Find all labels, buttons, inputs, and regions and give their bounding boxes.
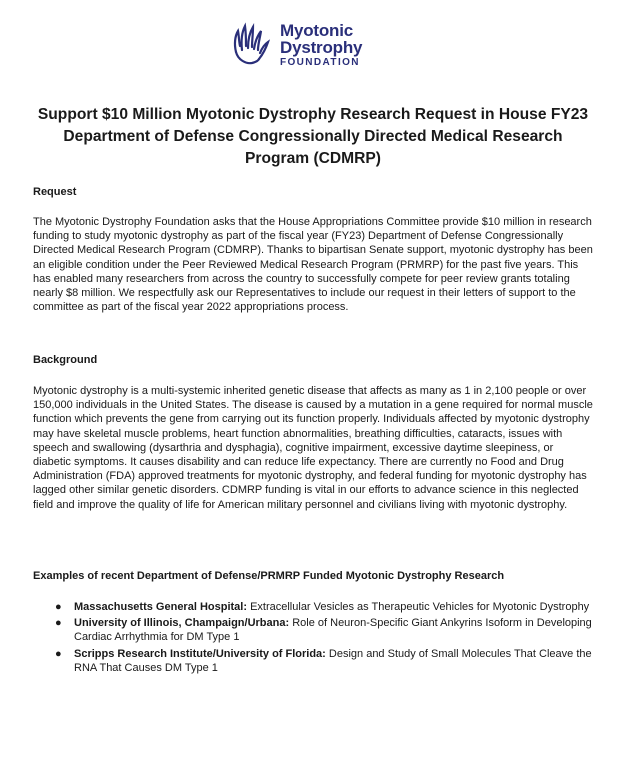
hand-logo-icon <box>228 22 274 68</box>
list-item <box>33 647 593 675</box>
logo-name-line2: Dystrophy <box>280 38 363 57</box>
logo-name-line1: Myotonic <box>280 21 354 40</box>
list-item-org: University of Illinois, Champaign/Urbana: <box>74 617 290 630</box>
examples-list <box>33 600 593 677</box>
bullet-icon: ● <box>55 617 62 630</box>
list-item <box>33 600 593 614</box>
list-item-text: Role of Neuron-Specific Giant Ankyrins Isoform in Developing Cardiac Arrhythmia for DM Type 1 <box>74 617 592 644</box>
list-item-org: Scripps Research Institute/University of Florida: <box>74 647 326 660</box>
foundation-logo <box>228 18 378 78</box>
document-title: Support $10 Million Myotonic Dystrophy Research Request in House FY23 Department of Defense Congressionally Directed Medical Research Program (CDMRP) <box>37 106 589 167</box>
list-item-org: Massachusetts General Hospital: <box>74 601 248 613</box>
list-item-text: Design and Study of Small Molecules That Cleave the RNA That Causes DM Type 1 <box>74 647 592 674</box>
list-item-text: Extracellular Vesicles as Therapeutic Vehicles for Myotonic Dystrophy <box>247 601 590 613</box>
background-heading: Background <box>33 354 98 366</box>
logo-wordmark <box>280 22 362 69</box>
list-item <box>33 616 593 644</box>
request-heading: Request <box>33 186 77 198</box>
bullet-icon: ● <box>55 647 62 660</box>
examples-heading: Examples of recent Department of Defense/PRMRP Funded Myotonic Dystrophy Research <box>33 570 505 582</box>
request-paragraph: The Myotonic Dystrophy Foundation asks that the House Appropriations Committee provide $10 million in research funding to study myotonic dystrophy as part of the fiscal year (FY23) Department of Defense Congressionally Directed Medical Research Program (CDMRP). Thanks to bipartisan Senate support, myotonic dystrophy has been an eligible condition under the Peer Reviewed Medical Research Program (PRMRP) for the past five years. This has enabled many researchers from across the country to successfully compete for peer review grants totaling nearly $8 million. We respectfully ask our Representatives to include our request in their letters of support to the committee as part of the fiscal year 2022 appropriations process. <box>33 216 593 314</box>
background-paragraph: Myotonic dystrophy is a multi-systemic inherited genetic disease that affects as many as 1 in 2,100 people or over 150,000 individuals in the United States. The disease is caused by a mutation in a gene required for normal muscle function which prevents the gene from carrying out its function properly. Individuals affected by myotonic dystrophy may have skeletal muscle problems, heart function abnormalities, breathing difficulties, cataracts, issues with speech and swallowing (dysarthria and dysphagia), cognitive impairment, excessive daytime sleepiness, or diabetic symptoms. It causes disability and can reduce life expectancy. There are currently no Food and Drug Administration (FDA) approved treatments for myotonic dystrophy, and federal funding for myotonic dystrophy has lagged other similar genetic disorders. CDMRP funding is vital in our efforts to advance science in this neglected field and improve the quality of life for American military personnel and civilians living with myotonic dystrophy. <box>33 385 593 511</box>
logo-name-line3: FOUNDATION <box>280 57 360 68</box>
bullet-icon: ● <box>55 601 62 613</box>
